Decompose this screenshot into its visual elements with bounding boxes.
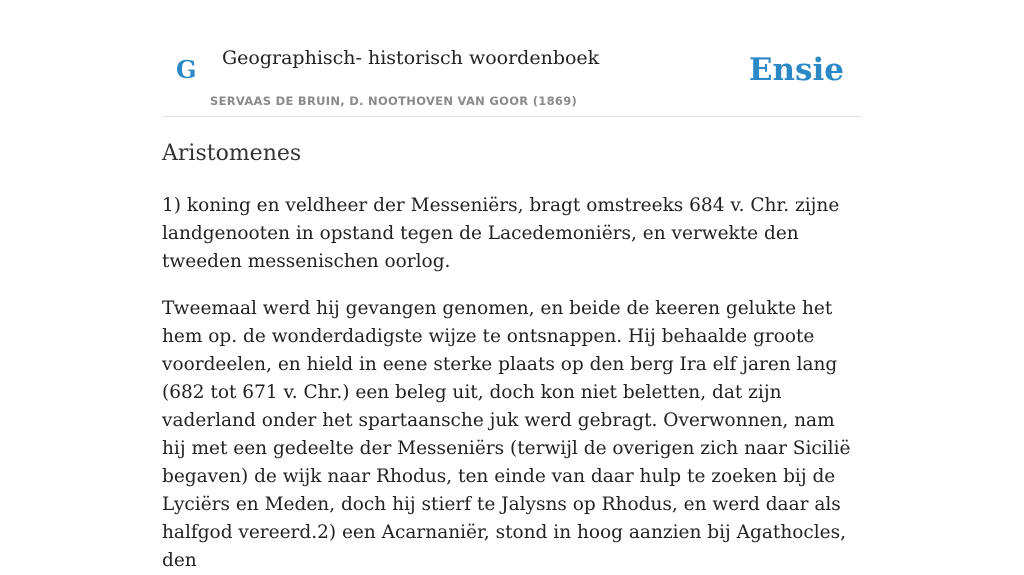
book-letter-logo[interactable]: G bbox=[176, 55, 197, 84]
book-title[interactable]: Geographisch- historisch woordenboek bbox=[222, 47, 600, 69]
entry-paragraph: Tweemaal werd hij gevangen genomen, en beide de keeren gelukte het hem op. de wonderdadigste wijze te ontsnappen. Hij behaalde groote voordeelen, en hield in eene sterke plaats op den berg Ira elf jaren lang (682 tot 671 v. Chr.) een beleg uit, doch kon niet beletten, dat zijn vaderland onder het spartaansche juk werd gebragt. Overwonnen, nam hij met een gedeelte der Messeniërs (terwijl de overigen zich naar Sicilië begaven) de wijk naar Rhodus, ten einde van daar hulp te zoeken bij de Lyciërs en Meden, doch hij stierf te Jalysns op Rhodus, en werd daar als halfgod vereerd.2) een Acarnaniër, stond in hoog aanzien bij Agathocles, den bbox=[162, 298, 851, 571]
ensie-brand-link[interactable]: Ensie bbox=[748, 52, 844, 88]
book-header bbox=[162, 0, 862, 117]
entry-title: Aristomenes bbox=[162, 141, 302, 166]
book-authors: SERVAAS DE BRUIN, D. NOOTHOVEN VAN GOOR (1869) bbox=[210, 94, 578, 108]
entry-paragraph: 1) koning en veldheer der Messeniërs, bragt omstreeks 684 v. Chr. zijne landgenooten in opstand tegen de Lacedemoniërs, en verwekte den tweeden messenischen oorlog. bbox=[162, 195, 840, 272]
entry-content bbox=[162, 136, 862, 575]
